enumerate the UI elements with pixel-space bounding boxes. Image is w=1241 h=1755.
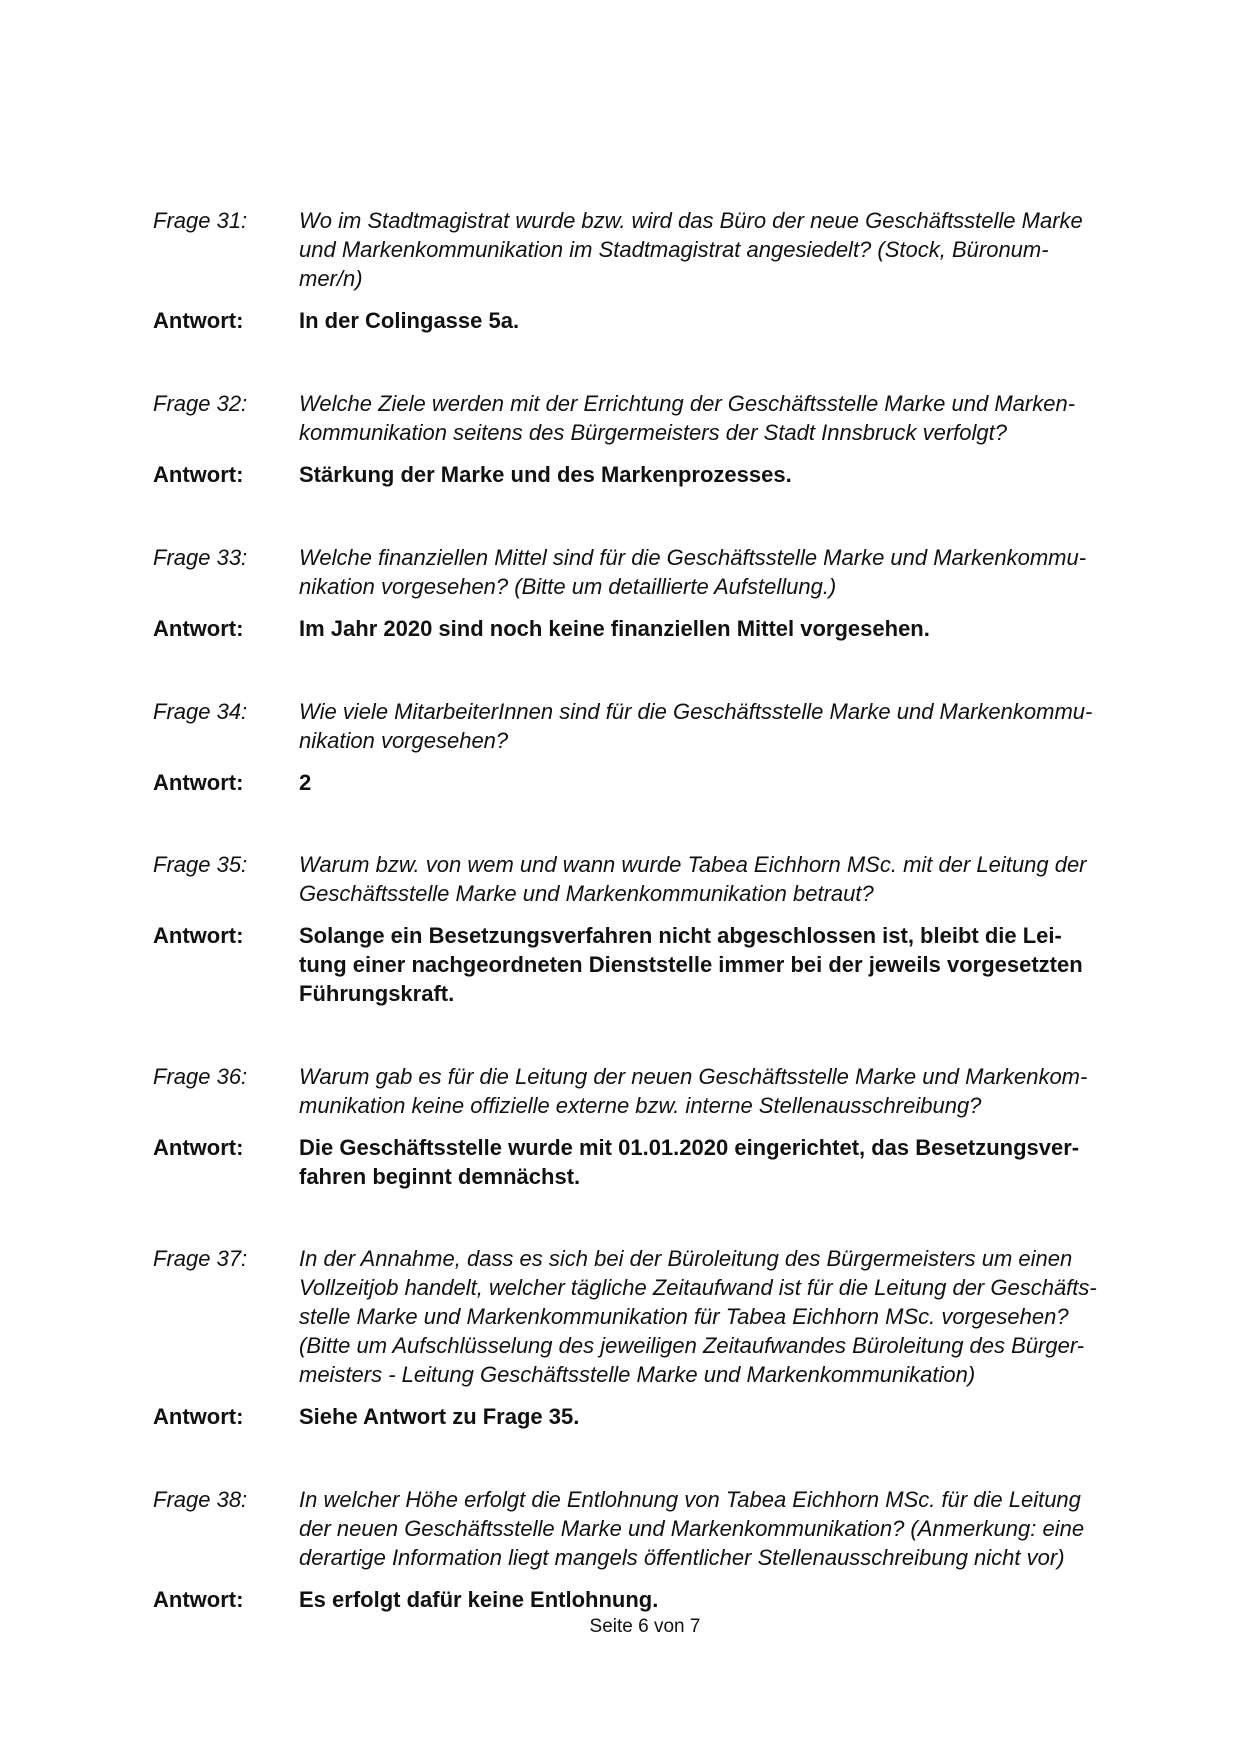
question-row	[153, 1062, 1133, 1120]
text-line: meisters - Leitung Geschäftsstelle Marke und Markenkommunikation)	[299, 1362, 976, 1387]
text-line: Stärkung der Marke und des Markenprozesses.	[299, 462, 792, 487]
text-line: Welche finanziellen Mittel sind für die Geschäftsstelle Marke und Markenkommu-	[299, 545, 1087, 570]
text-line: In welcher Höhe erfolgt die Entlohnung von Tabea Eichhorn MSc. für die Leitung	[299, 1487, 1081, 1512]
text-line: Welche Ziele werden mit der Errichtung der Geschäftsstelle Marke und Marken-	[299, 391, 1076, 416]
question-text	[299, 543, 1133, 601]
qa-block-33	[153, 543, 1133, 643]
qa-block-31	[153, 206, 1133, 335]
answer-text	[299, 306, 1133, 335]
question-text	[299, 206, 1133, 293]
text-line: mer/n)	[299, 266, 363, 291]
text-line: stelle Marke und Markenkommunikation für Tabea Eichhorn MSc. vorgesehen?	[299, 1304, 1069, 1329]
qa-block-36	[153, 1062, 1133, 1191]
text-line: Geschäftsstelle Marke und Markenkommunikation betraut?	[299, 881, 874, 906]
question-row	[153, 206, 1133, 293]
answer-row	[153, 1585, 1133, 1614]
text-line: tung einer nachgeordneten Dienststelle immer bei der jeweils vorgesetzten	[299, 952, 1083, 977]
text-line: Warum bzw. von wem und wann wurde Tabea Eichhorn MSc. mit der Leitung der	[299, 852, 1087, 877]
question-row	[153, 1244, 1133, 1389]
answer-text	[299, 460, 1133, 489]
answer-row	[153, 1402, 1133, 1431]
answer-row	[153, 768, 1133, 797]
question-label: Frage 32:	[153, 391, 248, 416]
text-line: Es erfolgt dafür keine Entlohnung.	[299, 1587, 659, 1612]
answer-text	[299, 1133, 1133, 1191]
qa-block-38	[153, 1485, 1133, 1614]
answer-row	[153, 1133, 1133, 1191]
text-line: Solange ein Besetzungsverfahren nicht abgeschlossen ist, bleibt die Lei-	[299, 923, 1062, 948]
text-line: nikation vorgesehen?	[299, 728, 509, 753]
page-number: Seite 6 von 7	[589, 1616, 701, 1637]
question-text	[299, 1244, 1133, 1389]
question-row	[153, 1485, 1133, 1572]
text-line: und Markenkommunikation im Stadtmagistrat angesiedelt? (Stock, Büronum-	[299, 237, 1049, 262]
question-label: Frage 37:	[153, 1246, 248, 1271]
text-line: Wie viele MitarbeiterInnen sind für die Geschäftsstelle Marke und Markenkommu-	[299, 699, 1093, 724]
question-text	[299, 697, 1133, 755]
text-line: fahren beginnt demnächst.	[299, 1164, 581, 1189]
question-label: Frage 34:	[153, 699, 248, 724]
text-line: In der Colingasse 5a.	[299, 308, 520, 333]
text-line: In der Annahme, dass es sich bei der Büroleitung des Bürgermeisters um einen	[299, 1246, 1073, 1271]
qa-block-37	[153, 1244, 1133, 1431]
question-label: Frage 33:	[153, 545, 248, 570]
text-line: Siehe Antwort zu Frage 35.	[299, 1404, 580, 1429]
answer-text	[299, 921, 1133, 1008]
text-line: (Bitte um Aufschlüsselung des jeweiligen Zeitaufwandes Büroleitung des Bürger-	[299, 1333, 1085, 1358]
question-text	[299, 389, 1133, 447]
answer-label: Antwort:	[153, 462, 244, 487]
question-label: Frage 36:	[153, 1064, 248, 1089]
answer-label: Antwort:	[153, 770, 244, 795]
answer-row	[153, 306, 1133, 335]
question-label: Frage 35:	[153, 852, 248, 877]
text-line: derartige Information liegt mangels öffentlicher Stellenausschreibung nicht vor)	[299, 1545, 1065, 1570]
answer-label: Antwort:	[153, 923, 244, 948]
answer-text	[299, 614, 1133, 643]
text-line: Vollzeitjob handelt, welcher tägliche Zeitaufwand ist für die Leitung der Geschäfts-	[299, 1275, 1097, 1300]
answer-row	[153, 614, 1133, 643]
answer-label: Antwort:	[153, 308, 244, 333]
text-line: nikation vorgesehen? (Bitte um detaillierte Aufstellung.)	[299, 574, 837, 599]
question-row	[153, 389, 1133, 447]
qa-block-35	[153, 850, 1133, 1008]
question-row	[153, 850, 1133, 908]
text-line: Führungskraft.	[299, 981, 455, 1006]
answer-label: Antwort:	[153, 1135, 244, 1160]
answer-label: Antwort:	[153, 1404, 244, 1429]
answer-row	[153, 921, 1133, 1008]
question-row	[153, 543, 1133, 601]
text-line: 2	[299, 770, 312, 795]
answer-label: Antwort:	[153, 616, 244, 641]
text-line: munikation keine offizielle externe bzw. interne Stellenausschreibung?	[299, 1093, 982, 1118]
text-line: der neuen Geschäftsstelle Marke und Markenkommunikation? (Anmerkung: eine	[299, 1516, 1085, 1541]
question-label: Frage 38:	[153, 1487, 248, 1512]
question-text	[299, 1485, 1133, 1572]
answer-label: Antwort:	[153, 1587, 244, 1612]
question-label: Frage 31:	[153, 208, 248, 233]
text-line: kommunikation seitens des Bürgermeisters der Stadt Innsbruck verfolgt?	[299, 420, 1007, 445]
text-line: Wo im Stadtmagistrat wurde bzw. wird das Büro der neue Geschäftsstelle Marke	[299, 208, 1083, 233]
answer-row	[153, 460, 1133, 489]
qa-block-34	[153, 697, 1133, 797]
text-line: Die Geschäftsstelle wurde mit 01.01.2020 eingerichtet, das Besetzungsver-	[299, 1135, 1080, 1160]
question-text	[299, 850, 1133, 908]
answer-text	[299, 1402, 1133, 1431]
text-line: Warum gab es für die Leitung der neuen Geschäftsstelle Marke und Markenkom-	[299, 1064, 1088, 1089]
qa-block-32	[153, 389, 1133, 489]
text-line: Im Jahr 2020 sind noch keine finanziellen Mittel vorgesehen.	[299, 616, 930, 641]
answer-text	[299, 768, 1133, 797]
question-row	[153, 697, 1133, 755]
answer-text	[299, 1585, 1133, 1614]
question-text	[299, 1062, 1133, 1120]
